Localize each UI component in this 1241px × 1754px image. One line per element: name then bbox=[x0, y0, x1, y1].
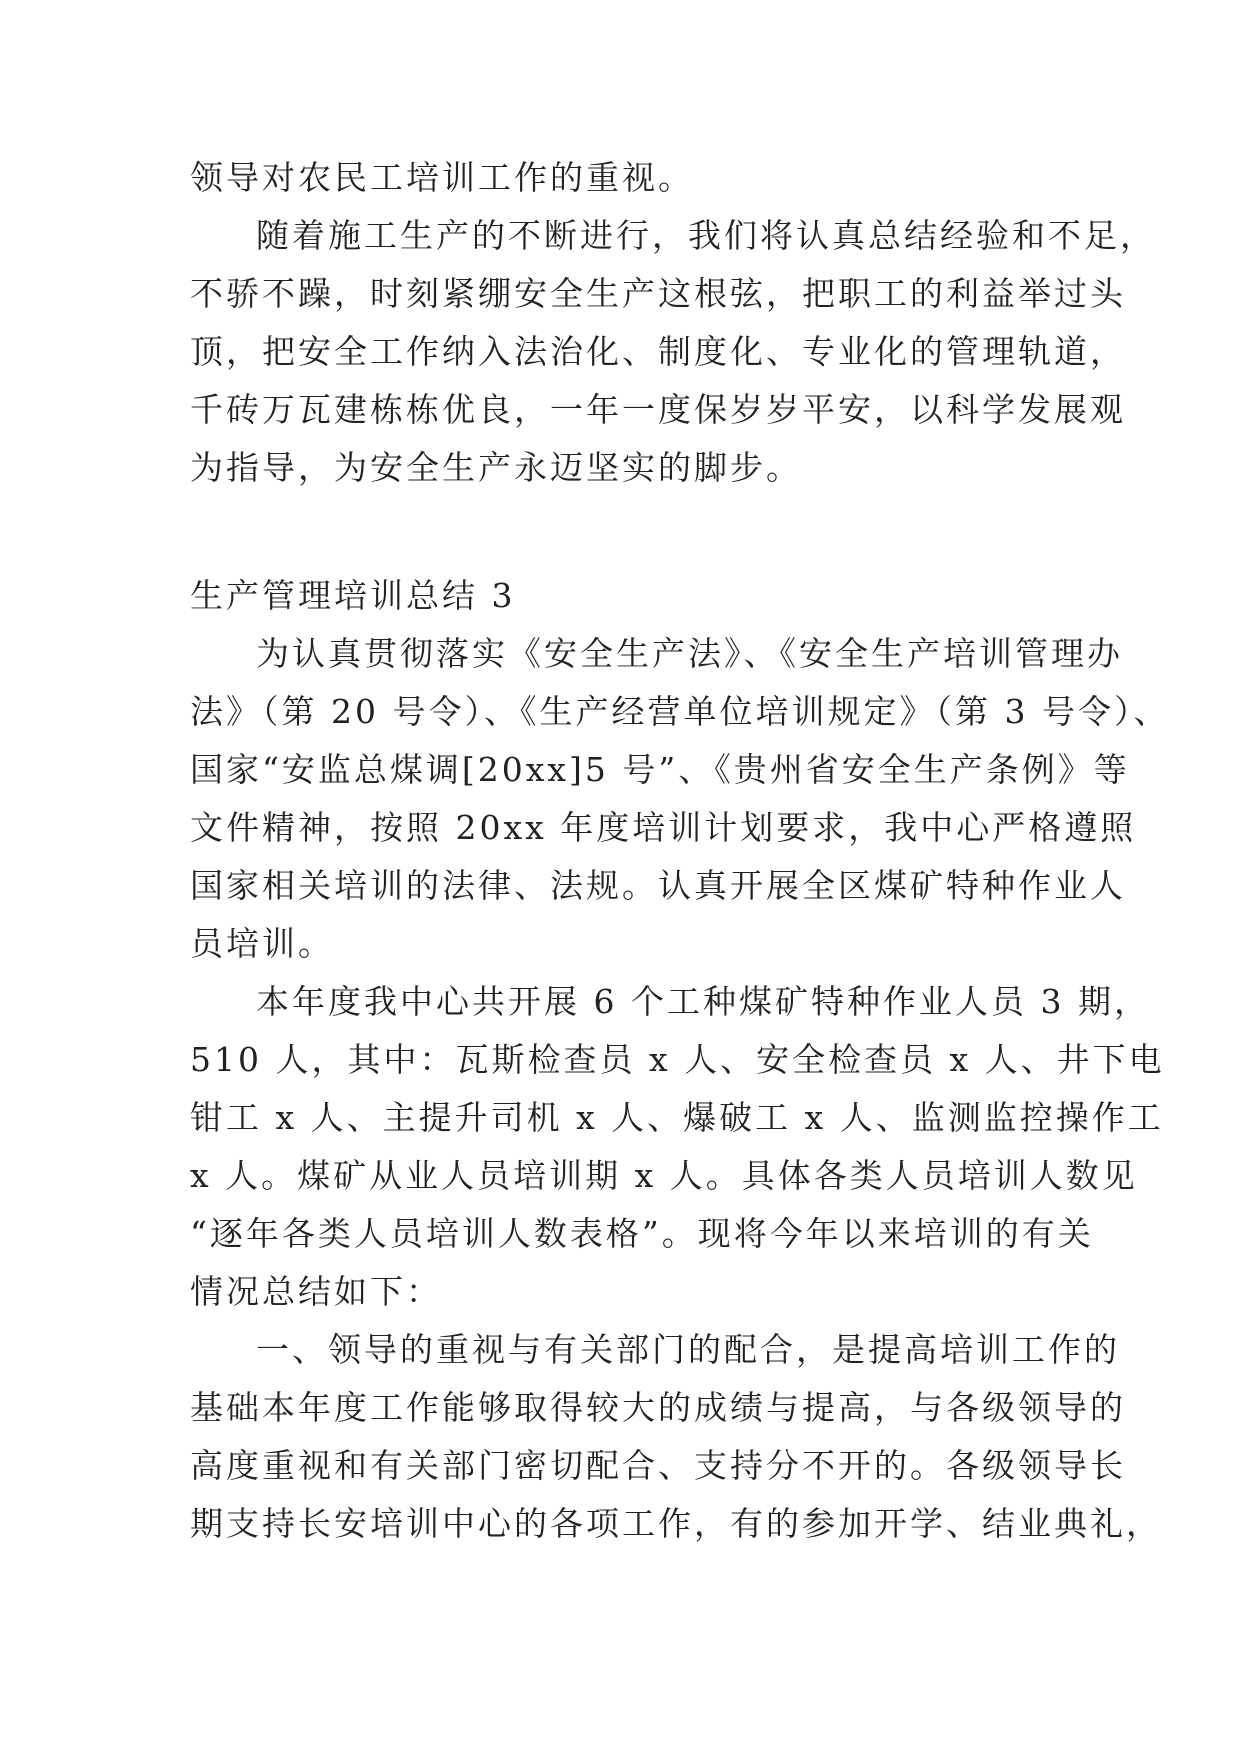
text-line: 顶，把安全工作纳入法治化、制度化、专业化的管理轨道， bbox=[190, 332, 1126, 371]
text-line: 千砖万瓦建栋栋优良，一年一度保岁岁平安，以科学发展观 bbox=[190, 390, 1126, 429]
paragraph-start-line: 本年度我中心共开展 6 个工种煤矿特种作业人员 3 期， bbox=[256, 982, 1150, 1021]
text-line: “逐年各类人员培训人数表格”。现将今年以来培训的有关 bbox=[190, 1214, 1094, 1253]
text-line: 高度重视和有关部门密切配合、支持分不开的。各级领导长 bbox=[190, 1446, 1126, 1485]
paragraph-start-line: 随着施工生产的不断进行，我们将认真总结经验和不足， bbox=[256, 216, 1156, 255]
text-line: 法》（第 20 号令）、《生产经营单位培训规定》（第 3 号令）、 bbox=[190, 692, 1170, 731]
section-heading: 生产管理培训总结 3 bbox=[190, 576, 516, 615]
text-line: 国家“安监总煤调[20xx]5 号”、《贵州省安全生产条例》等 bbox=[190, 750, 1130, 789]
text-line: x 人。煤矿从业人员培训期 x 人。具体各类人员培训人数见 bbox=[190, 1156, 1138, 1195]
text-line: 不骄不躁，时刻紧绷安全生产这根弦，把职工的利益举过头 bbox=[190, 274, 1126, 313]
text-line: 情况总结如下： bbox=[190, 1272, 442, 1311]
paragraph-start-line: 一、领导的重视与有关部门的配合，是提高培训工作的 bbox=[256, 1330, 1120, 1369]
paragraph-start-line: 为认真贯彻落实《安全生产法》、《安全生产培训管理办 bbox=[256, 634, 1123, 673]
text-line: 基础本年度工作能够取得较大的成绩与提高，与各级领导的 bbox=[190, 1388, 1126, 1427]
text-line: 510 人，其中：瓦斯检查员 x 人、安全检查员 x 人、井下电 bbox=[190, 1040, 1165, 1079]
text-line: 为指导，为安全生产永迈坚实的脚步。 bbox=[190, 448, 802, 487]
text-line: 员培训。 bbox=[190, 924, 334, 963]
text-line: 领导对农民工培训工作的重视。 bbox=[190, 158, 694, 197]
text-line: 期支持长安培训中心的各项工作，有的参加开学、结业典礼， bbox=[190, 1504, 1162, 1543]
text-line: 钳工 x 人、主提升司机 x 人、爆破工 x 人、监测监控操作工 bbox=[190, 1098, 1164, 1137]
text-line: 文件精神，按照 20xx 年度培训计划要求，我中心严格遵照 bbox=[190, 808, 1137, 847]
text-line: 国家相关培训的法律、法规。认真开展全区煤矿特种作业人 bbox=[190, 866, 1126, 905]
